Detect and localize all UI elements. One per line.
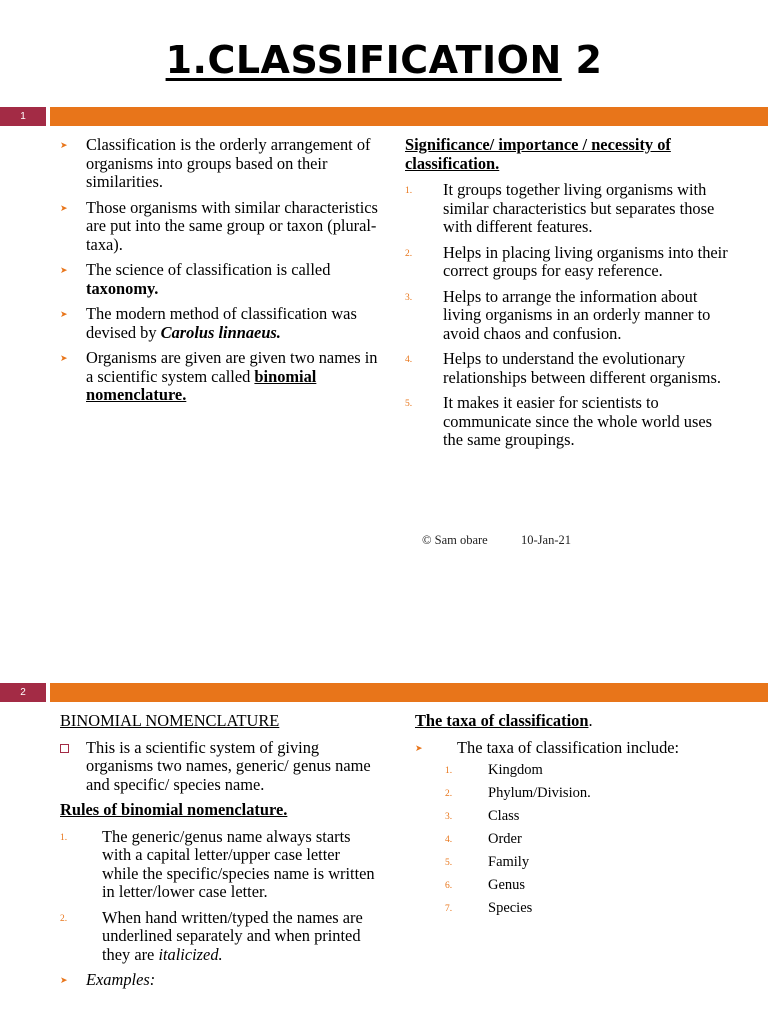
item-number: 2.: [60, 913, 68, 924]
arrow-bullet-icon: ➤: [60, 140, 68, 150]
square-bullet-item: [60, 739, 380, 795]
footer-date: 10-Jan-21: [521, 533, 571, 547]
taxon-item: [415, 807, 735, 826]
taxon-name: Kingdom: [488, 762, 543, 778]
item-number: 1.: [445, 766, 453, 776]
slide-number: 2: [0, 683, 46, 702]
taxon-item: [415, 761, 735, 780]
item-number: 4.: [445, 835, 453, 845]
bullet-item: [60, 136, 380, 192]
arrow-bullet-icon: ➤: [60, 975, 68, 985]
page-title: [0, 38, 768, 82]
taxon-name: Class: [488, 808, 520, 824]
rule-item: [60, 828, 380, 902]
arrow-bullet-icon: ➤: [415, 742, 423, 753]
item-text: Helps to understand the evolutionary relationships between different organisms.: [443, 349, 721, 387]
item-number: 3.: [405, 292, 413, 303]
taxa-intro-item: [415, 739, 735, 758]
taxon-name: Phylum/Division.: [488, 785, 591, 801]
bullet-text: The modern method of classification was devised by: [86, 304, 357, 342]
item-number: 1.: [405, 186, 413, 196]
slide-1-header-bar: [0, 107, 768, 126]
bullet-item: [60, 349, 380, 405]
item-text: It groups together living organisms with similar characteristics but separates those with different features.: [443, 180, 715, 236]
arrow-bullet-icon: ➤: [60, 265, 68, 275]
rules-heading: Rules of binomial nomenclature.: [60, 800, 288, 819]
item-number: 4.: [405, 355, 413, 365]
numbered-item: [405, 394, 735, 450]
numbered-item: [405, 244, 735, 281]
item-number: 5.: [405, 399, 413, 409]
rule-item: [60, 909, 380, 965]
item-text: It makes it easier for scientists to communicate since the whole world uses the same groupings.: [443, 393, 713, 449]
slide-2-right-column: [415, 712, 735, 922]
slide-1-left-column: [60, 136, 380, 412]
item-number: 6.: [445, 881, 453, 891]
numbered-item: [405, 181, 735, 237]
item-number: 7.: [445, 904, 453, 914]
taxon-item: [415, 899, 735, 918]
taxon-name: Order: [488, 831, 522, 847]
title-main: 1.CLASSIFICATION: [165, 38, 562, 82]
orange-band: [50, 683, 768, 702]
taxon-name: Species: [488, 900, 533, 916]
slide-2-left-column: [60, 712, 380, 990]
slide-2-header-bar: [0, 683, 768, 702]
item-number: 2.: [445, 789, 453, 799]
orange-band: [50, 107, 768, 126]
bullet-text: Classification is the orderly arrangement of organisms into groups based on their similarities.: [86, 135, 371, 191]
taxon-item: [415, 830, 735, 849]
bullet-item: [60, 305, 380, 342]
numbered-item: [405, 350, 735, 387]
square-bullet-icon: [60, 744, 69, 753]
linnaeus-name: Carolus linnaeus.: [160, 322, 281, 342]
arrow-bullet-icon: ➤: [60, 309, 68, 319]
slide-1-right-column: [405, 136, 735, 457]
item-text: Helps to arrange the information about living organisms in an orderly manner to avoid chaos and confusion.: [443, 286, 711, 343]
significance-heading: Significance/ importance / necessity of classification.: [405, 135, 671, 173]
taxon-name: Family: [488, 854, 530, 870]
bullet-item: [60, 199, 380, 255]
italicized-word: italicized.: [158, 944, 223, 964]
taxa-heading-text: The taxa of classification: [415, 711, 589, 730]
item-number: 1.: [60, 832, 68, 843]
item-text: The generic/genus name always starts with a capital letter/upper case letter while the specific/species name is written in letter/lower case letter.: [102, 826, 375, 901]
taxon-name: Genus: [488, 877, 526, 893]
examples-item: [60, 971, 380, 990]
taxon-item: [415, 784, 735, 803]
item-number: 2.: [405, 248, 413, 259]
numbered-item: [405, 288, 735, 344]
bullet-text: Organisms are given are given two names in a scientific system called: [86, 348, 378, 386]
binomial-term: binomial nomenclature.: [86, 366, 317, 404]
taxon-item: [415, 876, 735, 895]
item-text: Helps in placing living organisms into their correct groups for easy reference.: [443, 242, 728, 280]
bullet-item: [60, 261, 380, 298]
item-text: When hand written/typed the names are underlined separately and when printed they are: [102, 907, 363, 964]
binomial-heading: BINOMIAL NOMENCLATURE: [60, 711, 280, 730]
taxa-heading-period: .: [588, 711, 593, 730]
bullet-text: The science of classification is called: [86, 260, 331, 279]
taxa-heading: [415, 712, 735, 731]
slide-number: 1: [0, 107, 46, 126]
footer-author: © Sam obare: [422, 533, 488, 547]
bullet-text: This is a scientific system of giving organisms two names, generic/ genus name and specific/ species name.: [86, 737, 371, 794]
taxa-intro-text: The taxa of classification include:: [457, 737, 680, 757]
arrow-bullet-icon: ➤: [60, 353, 68, 363]
title-suffix: 2: [561, 38, 603, 82]
taxonomy-term: taxonomy.: [86, 278, 159, 298]
item-number: 5.: [445, 858, 453, 868]
arrow-bullet-icon: ➤: [60, 202, 68, 213]
bullet-text: Those organisms with similar characteristics are put into the same group or taxon (plural-taxa).: [86, 197, 378, 254]
examples-label: Examples:: [86, 970, 156, 989]
taxon-item: [415, 853, 735, 872]
item-number: 3.: [445, 812, 453, 822]
